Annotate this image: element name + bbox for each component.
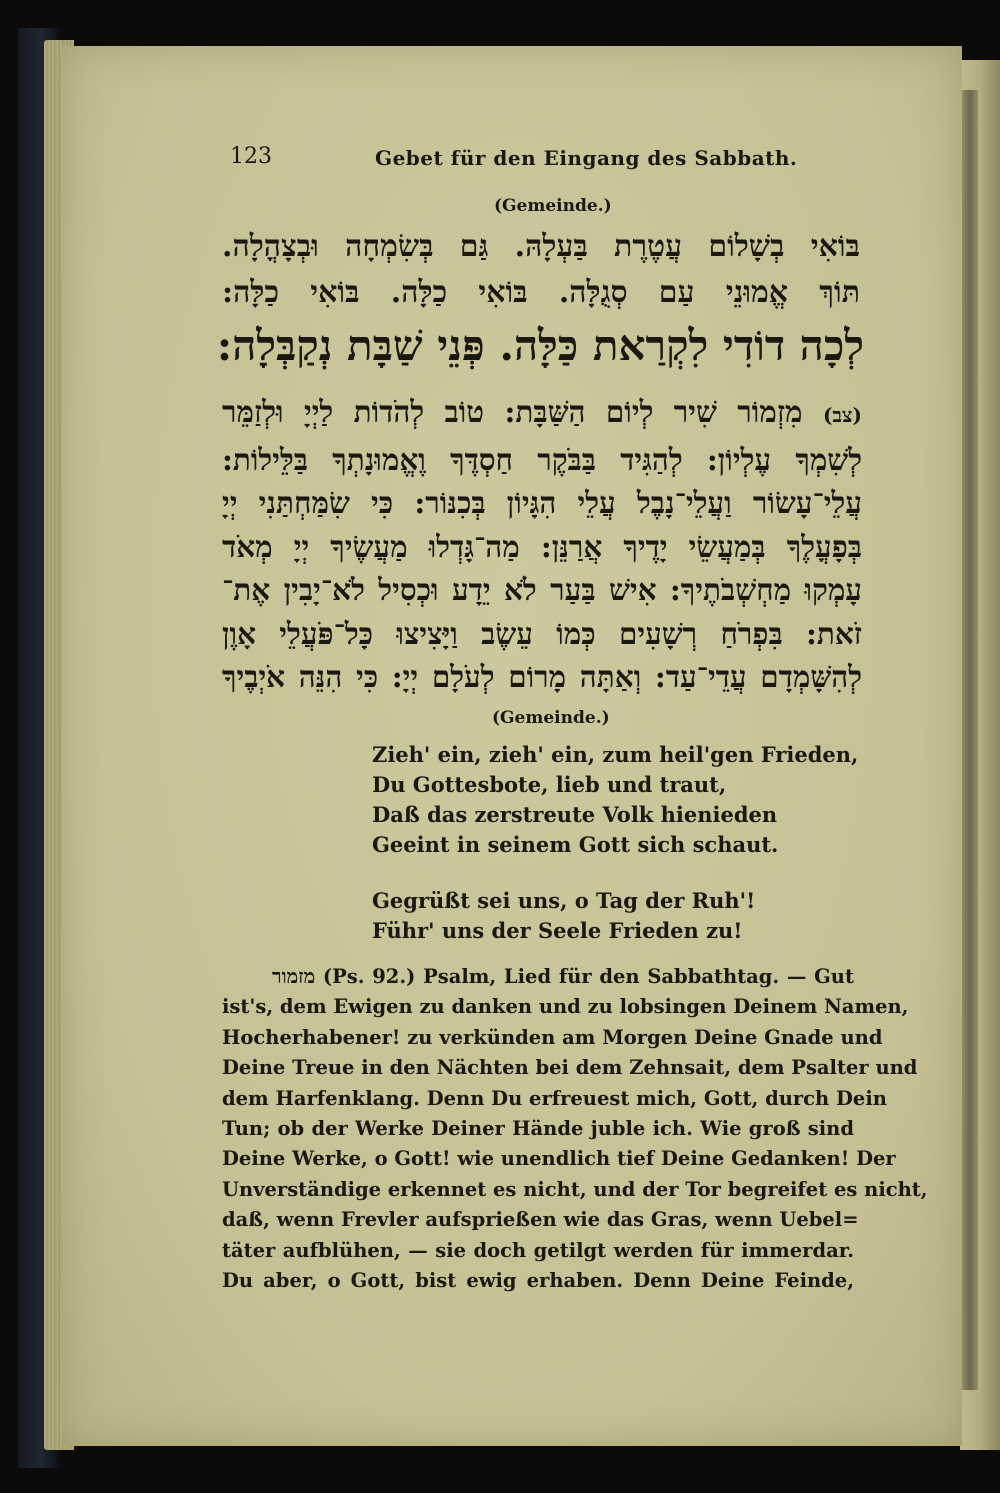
hebrew-psalm-line: עֲלֵי־עָשׂוֹר וַעֲלֵי־נָבֶל עֲלֵי הִגָּיוֹן בְּכִנּוֹר: כִּי שִׂמַּחְתַּנִי יְיָ [222,485,862,520]
hebrew-psalm-line: לְהִשָּׁמְדָם עֲדֵי־עַד: וְאַתָּה מָרוֹם לְעֹלָם יְיָ: כִּי הִנֵּה אֹיְבֶיךָ [222,659,862,694]
hebrew-psalm-line: בְּפָעֳלֶךָ בְּמַעֲשֵׂי יָדֶיךָ אֲרַנֵּן: מַה־גָּדְלוּ מַעֲשֶׂיךָ יְיָ מְאֹד [222,528,862,564]
prose-line: מזמור (Ps. 92.) Psalm, Lied für den Sabbathtag. — Gut [272,965,854,988]
prose-line: Deine Treue in den Nächten bei dem Zehnsait, dem Psalter und [222,1056,918,1080]
hebrew-refrain [218,318,864,374]
section-label-congregation: (Gemeinde.) [494,196,612,216]
prose-line: ist's, dem Ewigen zu danken und zu lobsingen Deinem Namen, [222,995,909,1019]
poem-line: Geeint in seinem Gott sich schaut. [372,832,779,857]
psalm-number-marker: (צב) [822,403,862,427]
poem-line: Daß das zerstreute Volk hienieden [372,802,778,827]
prose-line: dem Harfenklang. Denn Du erfreuest mich, Gott, durch Dein [222,1086,887,1110]
poem-line: Gegrüßt sei uns, o Tag der Ruh'! [372,888,756,913]
page-number: 123 [230,144,272,169]
hebrew-stanza-line: בּוֹאִי בְשָׁלוֹם עֲטֶרֶת בַּעְלָהּ. גַּם בְּשִׂמְחָה וּבְצָהֳלָה. [222,229,860,264]
hebrew-stanza-line: תּוֹךְ אֱמוּנֵי עַם סְגֻלָּה. בּוֹאִי כַלָּה. בּוֹאִי כַלָּה: [222,275,860,310]
prose-line: daß, wenn Frevler aufsprießen wie das Gras, wenn Uebel= [222,1208,859,1232]
hebrew-stanza [222,224,860,316]
poem-line: Zieh' ein, zieh' ein, zum heil'gen Frieden, [372,742,859,767]
prose-line: Du aber, o Gott, bist ewig erhaben. Denn Deine Feinde, [222,1269,854,1293]
german-poem-stanza [372,740,858,860]
page-header [220,140,880,174]
hebrew-psalm-line-text: מִזְמוֹר שִׁיר לְיוֹם הַשַּׁבָּת: טוֹב לְהֹדוֹת לַיְיָ וּלְזַמֵּר [222,394,803,429]
poem-line: Du Gottesbote, lieb und traut, [372,772,727,797]
prose-line: Deine Werke, o Gott! wie unendlich tief Deine Gedanken! Der [222,1147,896,1171]
prose-line: täter aufblühen, — sie doch getilgt werden für immerdar. [222,1238,854,1262]
german-poem-refrain [372,886,755,946]
prose-line: Tun; ob der Werke Deiner Hände juble ich. Wie groß sind [222,1117,854,1141]
running-title: Gebet für den Eingang des Sabbath. [375,146,798,170]
poem-line: Führ' uns der Seele Frieden zu! [372,918,743,943]
prose-line: Unverständige erkennet es nicht, und der Tor begreifet es nicht, [222,1177,928,1201]
hebrew-refrain-line: לְכָה דוֹדִי לִקְרַאת כַּלָּה. פְּנֵי שַׁבָּת נְקַבְּלָה: [216,321,864,370]
hebrew-psalm [222,390,862,699]
section-label-congregation: (Gemeinde.) [492,708,610,728]
binding-shadow [962,90,978,1390]
german-psalm-translation [222,962,928,1296]
hebrew-psalm-line: עָמְקוּ מַחְשְׁבֹתֶיךָ: אִישׁ בַּעַר לֹא יֵדָע וּכְסִיל לֹא־יָבִין אֶת־ [222,572,862,607]
prose-line: Hocherhabener! zu verkünden am Morgen Deine Gnade und [222,1025,883,1049]
hebrew-psalm-line [222,390,862,438]
hebrew-psalm-line: זֹאת: בִּפְרֹחַ רְשָׁעִים כְּמוֹ עֵשֶׂב וַיָּצִיצוּ כָּל־פֹּעֲלֵי אָוֶן [222,615,862,651]
hebrew-psalm-line: לְשִׁמְךָ עֶלְיוֹן: לְהַגִּיד בַּבֹּקֶר חַסְדֶּךָ וֶאֱמוּנָתְךָ בַּלֵּילוֹת: [222,441,862,477]
